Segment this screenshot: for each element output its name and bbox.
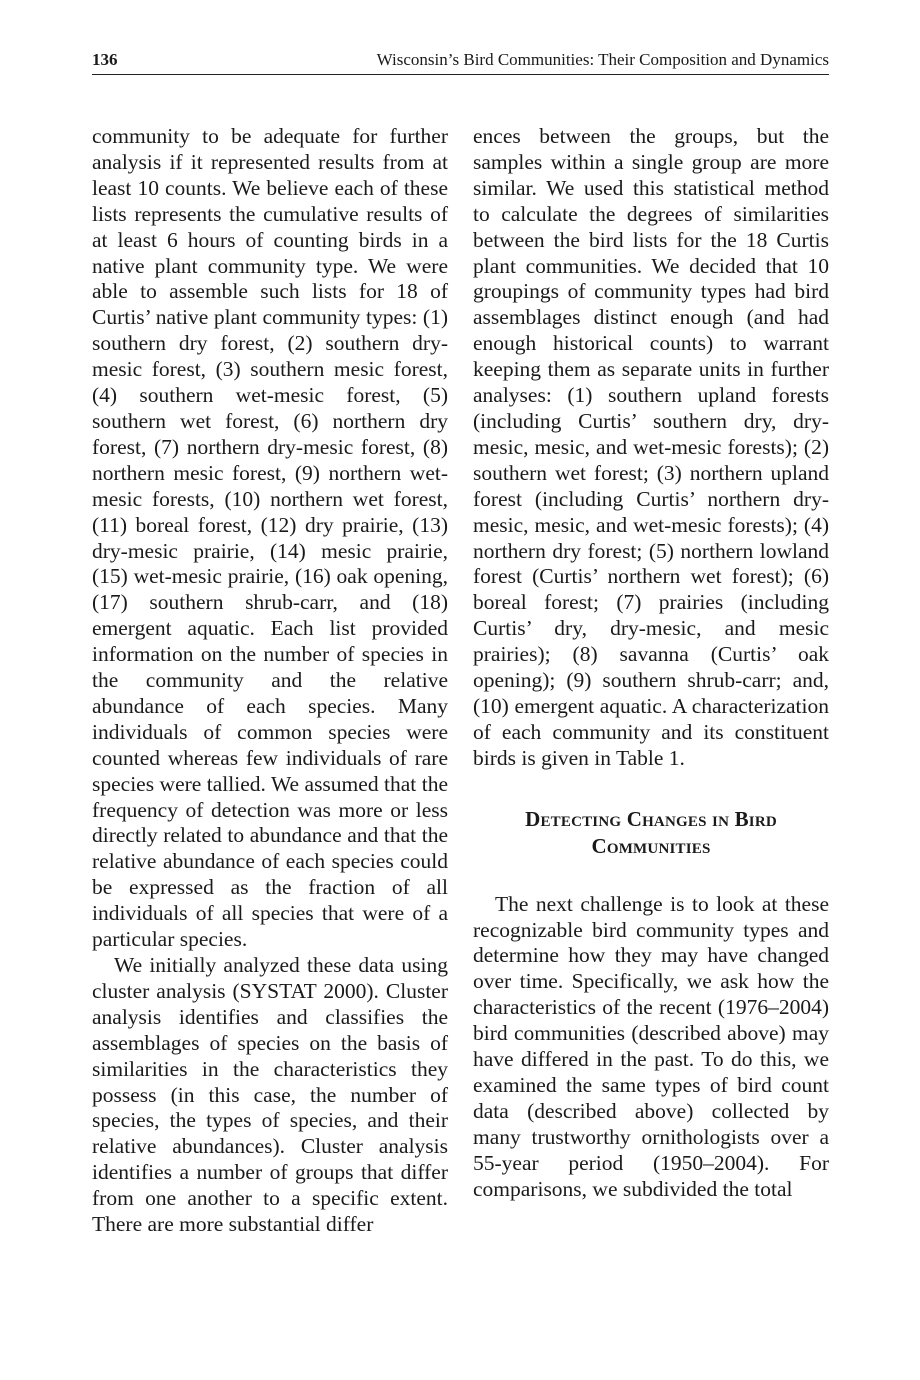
- section-heading-line: Communities: [591, 833, 711, 858]
- left-column: [92, 124, 448, 1238]
- body-paragraph: The next challenge is to look at these recognizable bird community types and determine how they may have changed over time. Specifically, we ask how the characteristics of the recent (1976–2004) bird communities (described above) may have differed in the past. To do this, we examined the same types of bird count data (described above) collected by many trustworthy ornithologists over a 55-year period (1950–2004). For comparisons, we subdivided the total: [473, 891, 829, 1201]
- body-paragraph: We initially analyzed these data using cluster analysis (SYSTAT 2000). Cluster analysis identifies and classifies the assemblages of species on the basis of similarities in the characteristics they possess (in this case, the number of species, the types of species, and their relative abundances). Cluster analysis identifies a number of groups that differ from one another to a specific extent. There are more substantial differ: [92, 953, 448, 1237]
- body-paragraph: ences between the groups, but the samples within a single group are more similar. We used this statistical method to calculate the degrees of similarities between the bird lists for the 18 Curtis plant communities. We decided that 10 groupings of community types had bird assemblages distinct enough (and had enough historical counts) to warrant keeping them as separate units in further analyses: (1) southern upland forests (including Curtis’ southern dry, dry-mesic, mesic, and wet-mesic forests); (2) southern wet forest; (3) northern upland forest (including Curtis’ northern dry-mesic, mesic, and wet-mesic forests); (4) northern dry forest; (5) northern lowland forest (Curtis’ northern wet forest); (6) boreal forest; (7) prairies (including Curtis’ dry, dry-mesic, and mesic prairies); (8) savanna (Curtis’ oak opening); (9) southern shrub-carr; and, (10) emergent aquatic. A characterization of each community and its constituent birds is given in Table 1.: [473, 124, 829, 770]
- page-number: 136: [92, 50, 118, 69]
- body-paragraph: community to be adequate for further analysis if it represented results from at least 10 counts. We believe each of these lists represents the cumulative results of at least 6 hours of counting birds in a native plant community type. We were able to assemble such lists for 18 of Curtis’ native plant community types: (1) southern dry forest, (2) southern dry-mesic forest, (3) southern mesic forest, (4) southern wet-mesic forest, (5) southern wet forest, (6) northern dry forest, (7) northern dry-mesic forest, (8) northern mesic forest, (9) northern wet-mesic forests, (10) northern wet forest, (11) boreal forest, (12) dry prairie, (13) dry-mesic prairie, (14) mesic prairie, (15) wet-mesic prairie, (16) oak opening, (17) southern shrub-carr, and (18) emergent aquatic. Each list provided information on the number of species in the community and the relative abundance of each species. Many individuals of common species were counted whereas few individuals of rare species were tallied. We assumed that the frequency of detection was more or less directly related to abundance and that the relative abundance of each species could be expressed as the fraction of all individuals of all species that were of a particular species.: [92, 124, 448, 952]
- section-heading-line: Detecting Changes in Bird: [525, 806, 777, 831]
- right-column: [473, 124, 829, 1203]
- running-title: Wisconsin’s Bird Communities: Their Composition and Dynamics: [376, 50, 829, 69]
- section-heading: [473, 806, 829, 860]
- running-header: [92, 48, 829, 75]
